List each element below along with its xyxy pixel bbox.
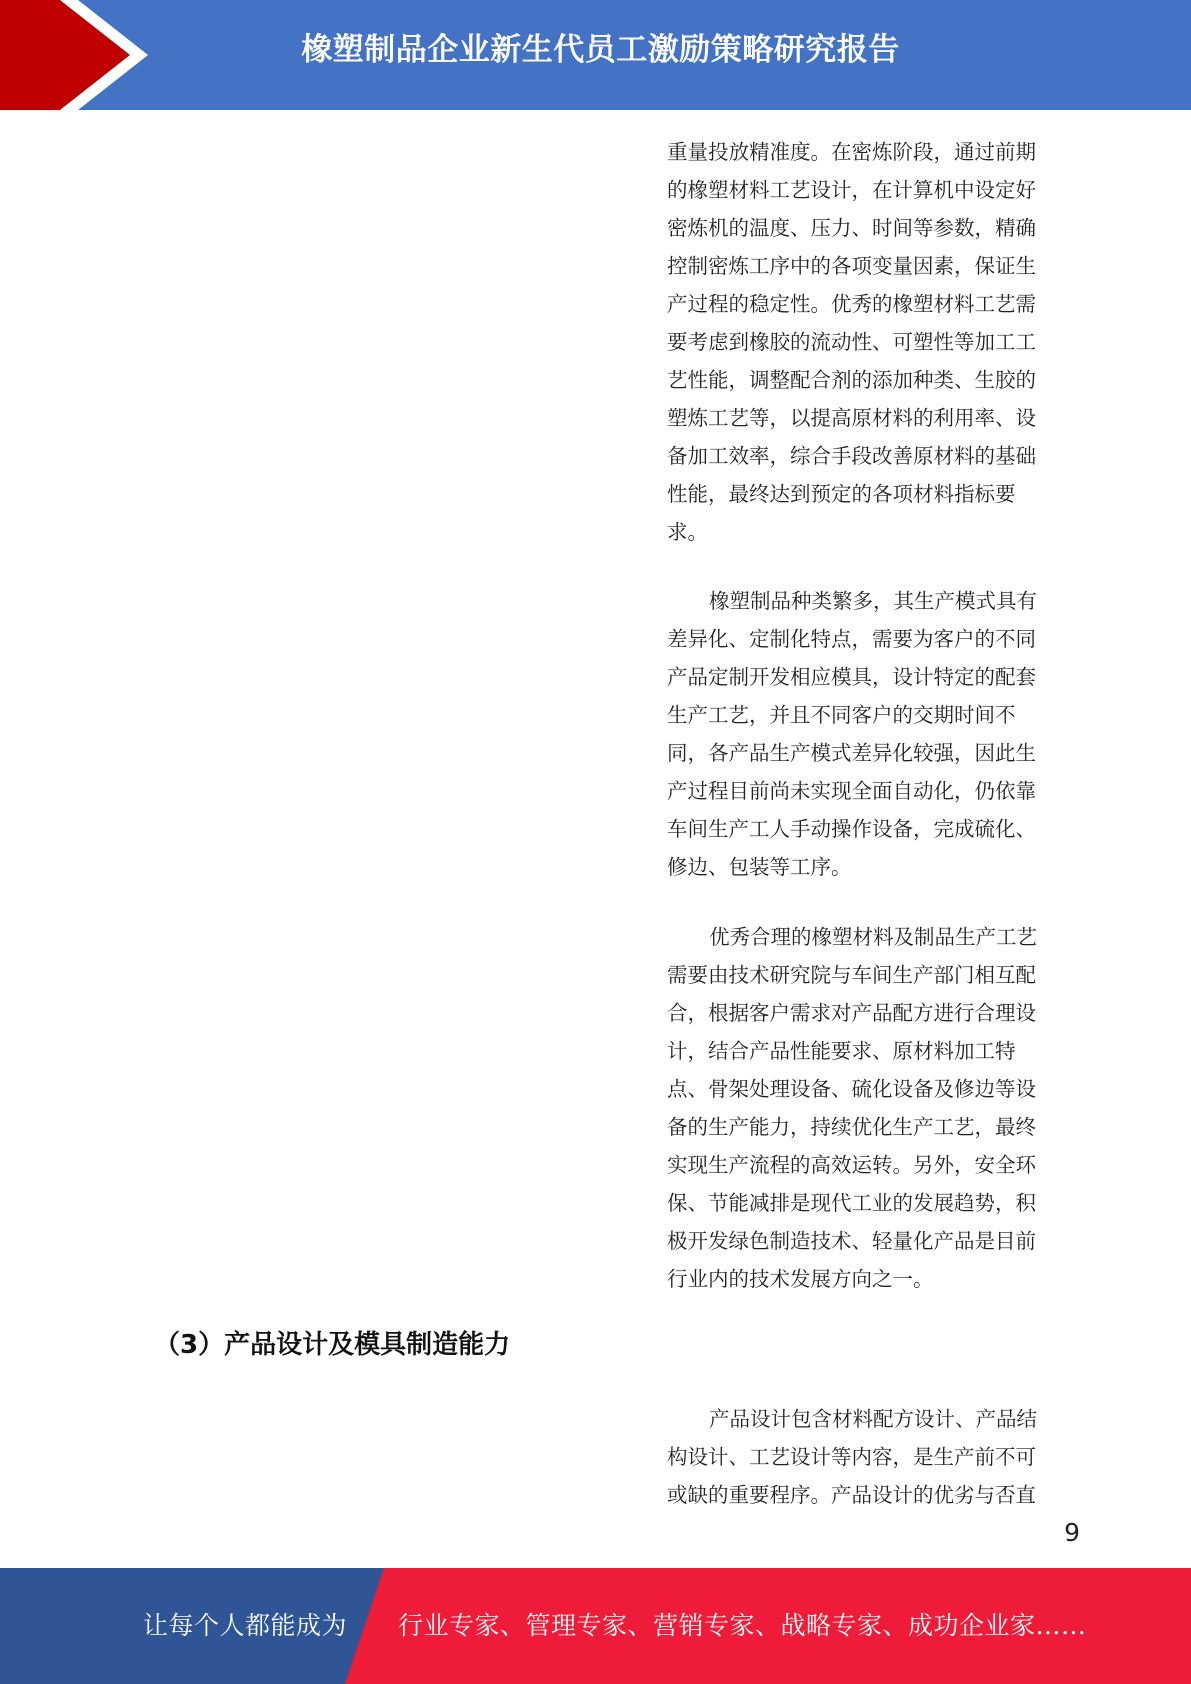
section-heading: （3）产品设计及模具制造能力 <box>154 1330 511 1360</box>
footer-slogan-left: 让每个人都能成为 <box>143 1611 348 1640</box>
paragraph-text: 橡塑制品种类繁多，其生产模式具有差异化、定制化特点，需要为客户的不同产品定制开发相应模具，设计特定的配套生产工艺，并且不同客户的交期时间不同，各产品生产模式差异化较强，因此生产过程目前尚未实现全面自动化，仍依靠车间生产工人手动操作设备，完成硫化、修边、包装等工序。 <box>667 589 1037 879</box>
paragraph-text: 产品设计包含材料配方设计、产品结构设计、工艺设计等内容，是生产前不可或缺的重要程序。产品设计的优劣与否直 <box>667 1407 1037 1507</box>
body-paragraph <box>667 918 1048 1298</box>
paragraph-text: 优秀合理的橡塑材料及制品生产工艺需要由技术研究院与车间生产部门相互配合，根据客户需求对产品配方进行合理设计，结合产品性能要求、原材料加工特点、骨架处理设备、硫化设备及修边等设备的生产能力，持续优化生产工艺，最终实现生产流程的高效运转。另外，安全环保、节能减排是现代工业的发展趋势，积极开发绿色制造技术、轻量化产品是目前行业内的技术发展方向之一。 <box>667 925 1037 1291</box>
document-title: 橡塑制品企业新生代员工激励策略研究报告 <box>301 32 900 68</box>
page-number: 9 <box>1064 1518 1080 1547</box>
footer-slogan-right: 行业专家、管理专家、营销专家、战略专家、成功企业家…… <box>398 1611 1087 1640</box>
body-paragraph <box>667 1400 1048 1514</box>
body-paragraph-continued <box>667 133 1048 551</box>
paragraph-text: 重量投放精准度。在密炼阶段，通过前期的橡塑材料工艺设计，在计算机中设定好密炼机的温度、压力、时间等参数，精确控制密炼工序中的各项变量因素，保证生产过程的稳定性。优秀的橡塑材料工艺需要考虑到橡胶的流动性、可塑性等加工工艺性能，调整配合剂的添加种类、生胶的塑炼工艺等，以提高原材料的利用率、设备加工效率，综合手段改善原材料的基础性能，最终达到预定的各项材料指标要求。 <box>667 140 1036 544</box>
page-header <box>0 0 1191 110</box>
page-footer <box>0 1568 1191 1684</box>
body-paragraph <box>667 582 1048 886</box>
